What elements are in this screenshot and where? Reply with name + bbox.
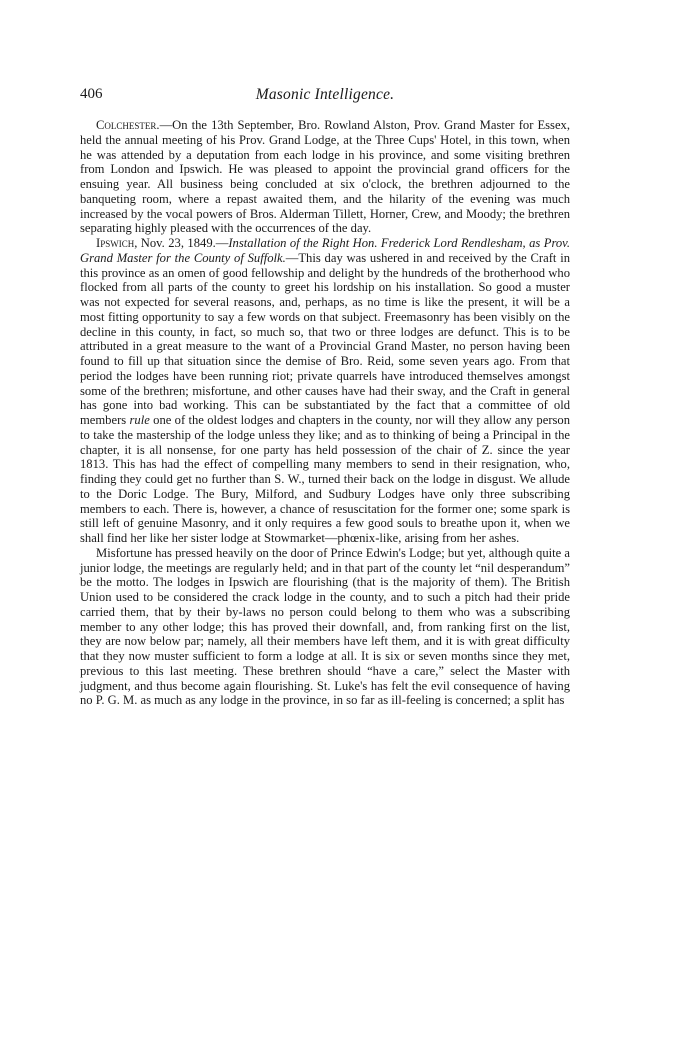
running-title: Masonic Intelligence. xyxy=(255,86,395,103)
report-date: Nov. 23, 1849.— xyxy=(137,236,229,250)
paragraph-text: Misfortune has pressed heavily on the door of Prince Edwin's Lodge; but yet, although quite a junior lodge, the meetings are regularly held; and in that part of the county let “nil desperandum” be the motto. The lodges in Ipswich are flourishing (that is the majority of them). The British Union used to be considered the crack lodge in the county, and to such a pitch had their pride carried them, that by their by-laws no person could belong to them who was a subscribing member to any other lodge; this has proved their downfall, and, from ranking first on the list, they are now below par; namely, all their members have left them, and it is with great difficulty that they now muster sufficient to form a lodge at all. It is six or seven months since they met, previous to this last meeting. These brethren should “have a care,” select the Master with judgment, and thus become again flourishing. St. Luke's has felt the evil consequence of having no P. G. M. as much as any lodge in the province, in so far as ill-feeling is concerned; a split has xyxy=(80,545,570,708)
paragraph-misfortune xyxy=(80,546,570,708)
page-number: 406 xyxy=(80,86,103,102)
running-head xyxy=(80,86,570,108)
report-heading: Installation of the Right Hon. Frederick Lord Rendlesham, as Prov. Grand Master for the County of Suffolk. xyxy=(80,236,570,265)
place-name-colchester: Colchester. xyxy=(96,118,160,132)
page xyxy=(80,86,570,708)
paragraph-ipswich xyxy=(80,236,570,546)
paragraph-text: —This day was ushered in and received by the Craft in this province as an omen of good fellowship and delight by the hundreds of the brotherhood who flocked from all parts of the county to greet his lordship on his installation. So good a muster was not expected for several reasons, and, perhaps, as no time is like the present, it will be a most fitting opportunity to say a few words on that subject. Freemasonry has been visibly on the decline in this county, in fact, so much so, that two or three lodges are defunct. This is to be attributed in a great measure to the want of a Provincial Grand Master, no person having been found to fill up that situation since the demise of Bro. Reid, some seven years ago. From that period the lodges have been running riot; private quarrels have introduced themselves amongst some of the brethren; misfortune, and other causes have had their sway, and the Craft in general has gone into bad working. This can be substantiated by the fact that a committee of old members xyxy=(80,250,570,427)
italic-word-rule: rule xyxy=(129,413,150,427)
paragraph-text: —On the 13th September, Bro. Rowland Alston, Prov. Grand Master for Essex, held the annual meeting of his Prov. Grand Lodge, at the Three Cups' Hotel, in this town, when he was attended by a deputation from each lodge in his province, and some visiting brethren from London and Ipswich. He was pleased to appoint the provincial grand officers for the ensuing year. All business being concluded at six o'clock, the brethren adjourned to the banqueting room, where a repast awaited them, and the hilarity of the evening was much increased by the vocal powers of Bros. Alderman Tillett, Horner, Crew, and Moody; the brethren separating highly pleased with the occurrences of the day. xyxy=(80,118,570,236)
place-name-ipswich: Ipswich, xyxy=(96,236,138,250)
paragraph-colchester xyxy=(80,118,570,236)
paragraph-text: one of the oldest lodges and chapters in the county, nor will they allow any person to take the mastership of the lodge unless they like; and as to thinking of being a Principal in the chapter, it is all nonsense, for one party has held possession of the chair of Z. since the year 1813. This has had the effect of compelling many members to send in their resignation, who, finding they could get no further than S. W., turned their back on the lodge in disgust. We allude to the Doric Lodge. The Bury, Milford, and Sudbury Lodges have only three subscribing members to each. There is, however, a chance of resuscitation for the former one; some spark is still left of genuine Masonry, and it only requires a few good souls to breathe upon it, when we shall find her like her sister lodge at Stowmarket—phœnix-like, arising from her ashes. xyxy=(80,413,571,545)
